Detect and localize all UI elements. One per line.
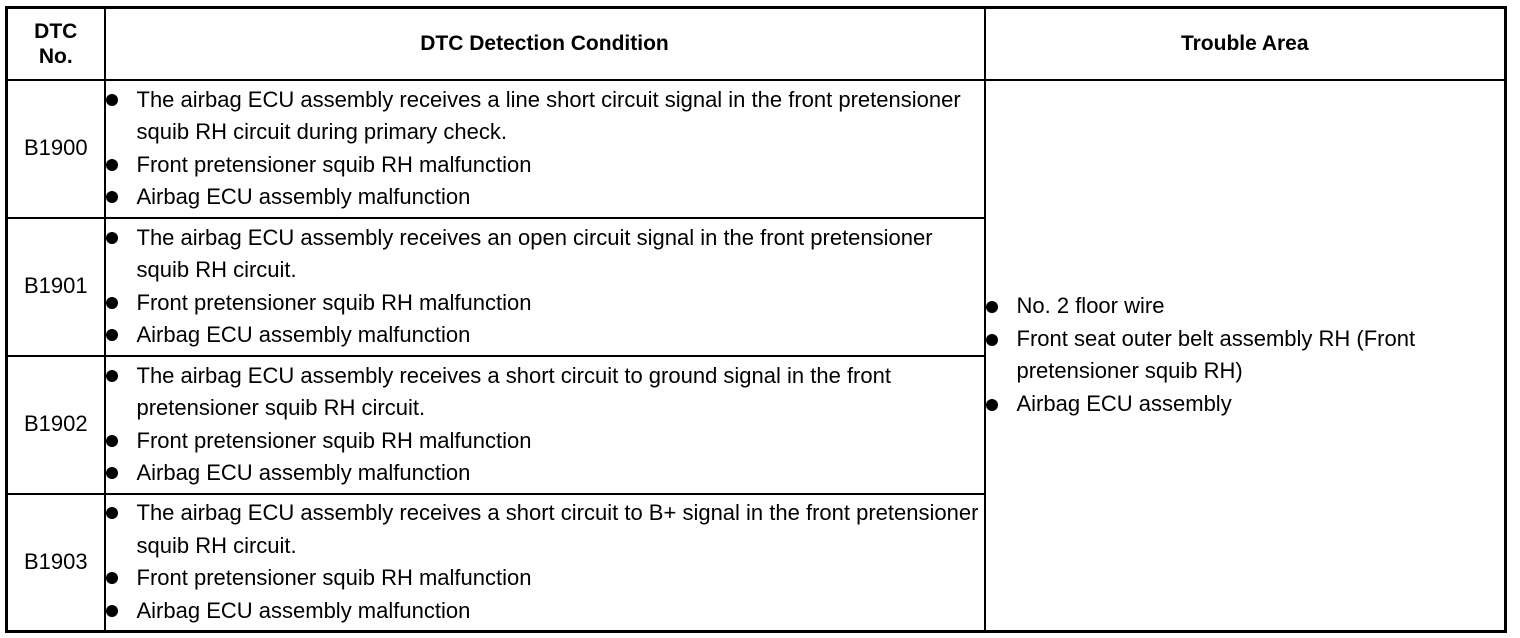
header-trouble-area: Trouble Area — [985, 8, 1506, 80]
condition-list — [106, 222, 984, 352]
header-row — [7, 8, 1506, 80]
trouble-area-cell — [985, 80, 1506, 632]
condition-item: Front pretensioner squib RH malfunction — [106, 149, 984, 182]
header-dtc-no-line1: DTC — [34, 19, 78, 43]
header-detection-condition: DTC Detection Condition — [105, 8, 985, 80]
condition-item: The airbag ECU assembly receives a short circuit to ground signal in the front pretensioner squib RH circuit. — [106, 360, 984, 425]
condition-item: Front pretensioner squib RH malfunction — [106, 287, 984, 320]
table-row — [7, 80, 1506, 218]
condition-list — [106, 84, 984, 214]
dtc-code-cell: B1903 — [7, 494, 105, 632]
header-dtc-no — [7, 8, 105, 80]
detection-condition-cell — [105, 494, 985, 632]
detection-condition-cell — [105, 356, 985, 494]
condition-item: The airbag ECU assembly receives an open circuit signal in the front pretensioner squib RH circuit. — [106, 222, 984, 287]
condition-item: Front pretensioner squib RH malfunction — [106, 425, 984, 458]
condition-item: Airbag ECU assembly malfunction — [106, 595, 984, 628]
trouble-area-item: Front seat outer belt assembly RH (Front pretensioner squib RH) — [986, 323, 1505, 388]
dtc-code-cell: B1901 — [7, 218, 105, 356]
detection-condition-cell — [105, 80, 985, 218]
header-dtc-no-line2: No. — [38, 44, 73, 68]
condition-item: Front pretensioner squib RH malfunction — [106, 562, 984, 595]
trouble-area-item: No. 2 floor wire — [986, 290, 1505, 323]
condition-item: Airbag ECU assembly malfunction — [106, 319, 984, 352]
detection-condition-cell — [105, 218, 985, 356]
condition-list — [106, 360, 984, 490]
condition-item: The airbag ECU assembly receives a short circuit to B+ signal in the front pretensioner squib RH circuit. — [106, 497, 984, 562]
condition-item: Airbag ECU assembly malfunction — [106, 457, 984, 490]
condition-item: The airbag ECU assembly receives a line short circuit signal in the front pretensioner squib RH circuit during primary check. — [106, 84, 984, 149]
dtc-code-cell: B1902 — [7, 356, 105, 494]
dtc-code-cell: B1900 — [7, 80, 105, 218]
dtc-table — [5, 6, 1507, 633]
condition-item: Airbag ECU assembly malfunction — [106, 181, 984, 214]
trouble-area-list — [986, 290, 1505, 420]
trouble-area-item: Airbag ECU assembly — [986, 388, 1505, 421]
condition-list — [106, 497, 984, 627]
